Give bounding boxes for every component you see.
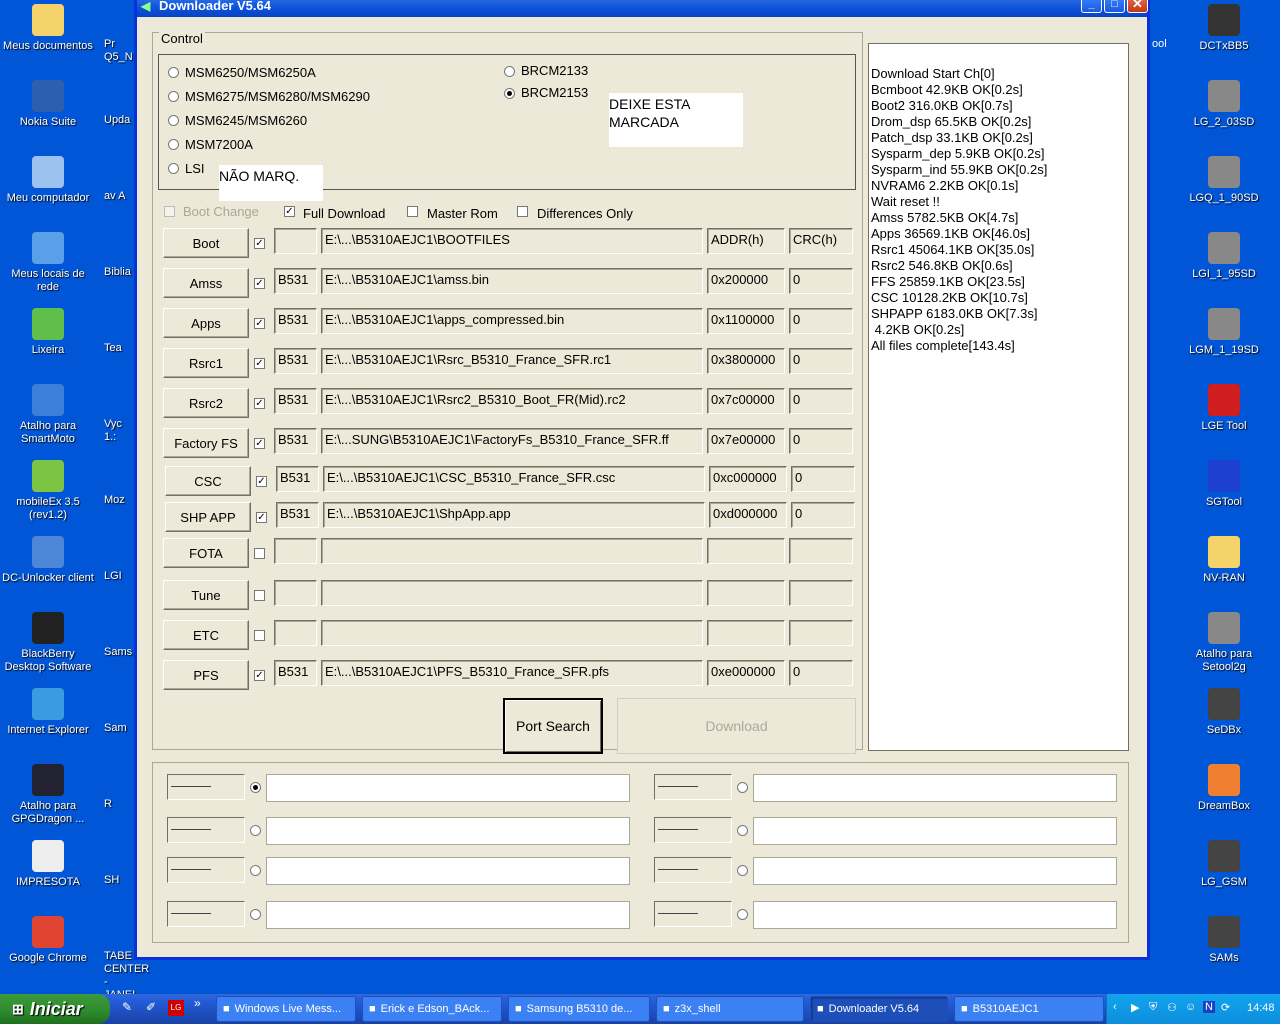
desktop-label-partial: Sams	[104, 646, 133, 658]
row-enable-checkbox[interactable]	[254, 630, 265, 641]
desktop-shortcut[interactable]	[0, 4, 96, 53]
dctxbb5-icon	[1208, 4, 1240, 36]
window-title: Downloader V5.64	[159, 0, 271, 13]
row-version-field	[274, 620, 317, 646]
note-keep-selected	[609, 93, 743, 147]
full-download-label: Full Download	[303, 206, 386, 221]
desktop-shortcut-label: Atalho para Setool2g	[1195, 648, 1253, 673]
row-shp-app-button[interactable]: SHP APP	[165, 502, 251, 532]
downloader-icon: ■	[817, 1003, 824, 1015]
row-addr-field	[707, 620, 785, 646]
log-line: SHPAPP 6183.0KB OK[7.3s]	[871, 306, 1038, 321]
row-path-field[interactable]: E:\...\B5310AEJC1\ShpApp.app	[323, 502, 705, 528]
desktop-label-partial: SH	[104, 874, 120, 886]
chipset-radio[interactable]	[168, 91, 179, 102]
taskbar-item[interactable]	[216, 996, 356, 1022]
row-version-field	[274, 228, 317, 254]
desktop-label-partial: Pr Q5_N	[104, 38, 133, 63]
row-enable-checkbox[interactable]: ✓	[255, 278, 264, 289]
row-boot-button[interactable]: Boot	[163, 228, 249, 258]
desktop-label-partial: LGI	[104, 570, 122, 582]
desktop-shortcut-label: LGQ_1_90SD	[1189, 192, 1259, 204]
port-status-box	[654, 857, 732, 883]
desktop-shortcut[interactable]	[1176, 156, 1272, 205]
port-search-button[interactable]: Port Search	[503, 698, 603, 754]
port-status-box	[167, 774, 245, 800]
desktop-shortcut-label: LGE Tool	[1201, 420, 1247, 432]
row-crc-field: 0	[789, 388, 853, 414]
taskbar-item[interactable]	[810, 996, 948, 1022]
desktop-label-partial: TABE CENTER -	[104, 950, 150, 988]
row-crc-field: 0	[789, 308, 853, 334]
log-line: Sysparm_dep 5.9KB OK[0.2s]	[871, 146, 1045, 161]
log-line: Amss 5782.5KB OK[4.7s]	[871, 210, 1019, 225]
chipset-radio[interactable]	[168, 67, 179, 78]
row-addr-field: 0x7c00000	[707, 388, 785, 414]
boot-change-checkbox[interactable]	[164, 206, 175, 217]
desktop-shortcut-label: Meus locais de rede	[11, 268, 85, 293]
row-version-field: B531	[274, 308, 317, 334]
desktop-shortcut-label: DC-Unlocker client	[2, 572, 94, 584]
desktop-shortcut-label: DCTxBB5	[1199, 40, 1249, 52]
desktop-shortcut-label: NV-RAN	[1203, 572, 1245, 584]
taskbar-item[interactable]	[362, 996, 502, 1022]
row-enable-checkbox[interactable]: ✓	[255, 438, 264, 449]
port-progress-field	[753, 901, 1117, 929]
clock[interactable]: 14:48	[1247, 1002, 1275, 1014]
desktop-label-partial: Moz	[104, 494, 125, 506]
log-output	[868, 43, 1129, 751]
desktop-shortcut-label: SAMs	[1209, 952, 1239, 964]
chipset-label: MSM6245/MSM6260	[185, 113, 308, 128]
desktop-shortcut[interactable]	[0, 156, 96, 205]
dc-unlocker-icon	[32, 536, 64, 568]
start-button[interactable]	[0, 994, 110, 1024]
desktop-shortcut-label: IMPRESOTA	[16, 876, 80, 888]
row-crc-field: 0	[789, 268, 853, 294]
port-status-box	[654, 817, 732, 843]
log-line: FFS 25859.1KB OK[23.5s]	[871, 274, 1025, 289]
master-rom-checkbox[interactable]	[407, 206, 418, 217]
row-addr-field: 0xe000000	[707, 660, 785, 686]
full-download-checkbox[interactable]: ✓	[285, 206, 294, 217]
taskbar-item-label: Samsung B5310 de...	[526, 1003, 633, 1015]
desktop-label-partial: Biblia	[104, 266, 131, 278]
port-progress-field	[266, 774, 630, 802]
desktop-shortcut[interactable]	[0, 384, 96, 446]
row-crc-field	[789, 620, 853, 646]
desktop-shortcut[interactable]	[1176, 384, 1272, 433]
row-addr-field: 0xc000000	[709, 466, 787, 492]
desktop-shortcut-label: LG_GSM	[1201, 876, 1247, 888]
row-crc-field	[789, 538, 853, 564]
desktop-label-partial: av A	[104, 190, 126, 202]
desktop-shortcut[interactable]	[1176, 536, 1272, 585]
chipset-label: BRCM2153	[521, 85, 589, 100]
tray-play-icon[interactable]: ▶	[1131, 1002, 1140, 1014]
row-crc-field: 0	[789, 348, 853, 374]
row-version-field: B531	[276, 466, 319, 492]
port-progress-field	[753, 857, 1117, 885]
chipset-label: MSM6275/MSM6280/MSM6290	[185, 89, 370, 104]
desktop-shortcut-label: Atalho para GPGDragon ...	[11, 800, 85, 825]
port-progress-field	[266, 817, 630, 845]
note-dont-select: NÃO MARQ.	[219, 165, 323, 201]
port-radio[interactable]	[250, 909, 261, 920]
quick-launch-edit-icon[interactable]: ✐	[146, 1000, 157, 1014]
port-status-box	[167, 901, 245, 927]
row-enable-checkbox[interactable]: ✓	[257, 512, 266, 523]
mobileex-icon	[32, 460, 64, 492]
row-addr-field: ADDR(h)	[707, 228, 785, 254]
blackberry-icon	[32, 612, 64, 644]
chipset-radio[interactable]	[168, 139, 179, 150]
row-path-field[interactable]: E:\...\B5310AEJC1\Rsrc2_B5310_Boot_FR(Mid).rc2	[321, 388, 703, 414]
desktop-shortcut[interactable]	[0, 536, 96, 585]
sedbx-icon	[1208, 688, 1240, 720]
desktop-shortcut[interactable]	[0, 232, 96, 294]
folder-icon: ■	[961, 1003, 968, 1015]
system-tray	[1106, 994, 1280, 1024]
folder-documents-icon	[32, 4, 64, 36]
log-line: Wait reset !!	[871, 194, 940, 209]
desktop-shortcut[interactable]	[0, 612, 96, 674]
desktop-shortcut[interactable]	[1176, 80, 1272, 129]
chipset-radio[interactable]	[504, 66, 515, 77]
chipset-label: MSM7200A	[185, 137, 253, 152]
lg-gsm-icon	[1208, 840, 1240, 872]
log-line: Apps 36569.1KB OK[46.0s]	[871, 226, 1030, 241]
row-pfs-button[interactable]: PFS	[163, 660, 249, 690]
desktop-shortcut-label: Meu computador	[6, 192, 90, 204]
desktop-shortcut-label: Lixeira	[31, 344, 65, 356]
port-status-panel	[152, 762, 1129, 943]
quick-launch-pen-icon[interactable]: ✎	[122, 1000, 133, 1014]
downloader-window	[134, 0, 1150, 960]
desktop-shortcut-label: SGTool	[1205, 496, 1243, 508]
log-line: CSC 10128.2KB OK[10.7s]	[871, 290, 1028, 305]
row-amss-button[interactable]: Amss	[163, 268, 249, 298]
row-addr-field: 0x1100000	[707, 308, 785, 334]
tray-shield-icon[interactable]: ⛨	[1149, 1001, 1158, 1013]
lg-tool-icon	[1208, 156, 1240, 188]
gpgdragon-icon	[32, 764, 64, 796]
row-apps-button[interactable]: Apps	[163, 308, 249, 338]
log-line: Boot2 316.0KB OK[0.7s]	[871, 98, 1013, 113]
row-crc-field: 0	[789, 428, 853, 454]
row-path-field[interactable]: E:\...\B5310AEJC1\BOOTFILES	[321, 228, 703, 254]
desktop-shortcut[interactable]	[1176, 916, 1272, 965]
setool-icon	[1208, 612, 1240, 644]
desktop-label-partial: Tea	[104, 342, 122, 354]
port-radio[interactable]	[737, 782, 748, 793]
desktop-shortcut[interactable]	[1176, 840, 1272, 889]
port-radio[interactable]	[250, 782, 261, 793]
differences-only-checkbox[interactable]	[517, 206, 528, 217]
desktop-label-partial: Sam	[104, 722, 127, 734]
desktop-shortcut-label: Atalho para SmartMoto	[19, 420, 77, 445]
row-factory-fs-button[interactable]: Factory FS	[163, 428, 249, 458]
row-path-field[interactable]: E:\...SUNG\B5310AEJC1\FactoryFs_B5310_France_SFR.ff	[321, 428, 703, 454]
chipset-label: LSI	[185, 161, 205, 176]
row-addr-field: 0xd000000	[709, 502, 787, 528]
desktop-shortcut-label: Internet Explorer	[7, 724, 89, 736]
desktop-shortcut[interactable]	[1176, 232, 1272, 281]
taskbar-item-label: Downloader V5.64	[828, 1003, 920, 1015]
tray-update-icon[interactable]: ⟳	[1221, 1002, 1231, 1014]
sams-icon	[1208, 916, 1240, 948]
row-path-field[interactable]	[321, 580, 703, 606]
close-button[interactable]: ✕	[1127, 0, 1148, 13]
row-version-field: B531	[274, 660, 317, 686]
row-version-field	[274, 580, 317, 606]
desktop-shortcut-label: LGM_1_19SD	[1189, 344, 1259, 356]
row-enable-checkbox[interactable]: ✓	[255, 398, 264, 409]
app-arrow-icon: ◀	[141, 0, 151, 13]
desktop-shortcut[interactable]	[1176, 612, 1272, 674]
row-enable-checkbox[interactable]: ✓	[255, 238, 264, 249]
quick-launch-lg-icon[interactable]: LG	[168, 1000, 184, 1016]
row-addr-field	[707, 580, 785, 606]
control-legend: Control	[161, 31, 203, 46]
taskbar-item-label: B5310AEJC1	[972, 1003, 1039, 1015]
desktop-shortcut-label: Google Chrome	[9, 952, 87, 964]
log-line: All files complete[143.4s]	[871, 338, 1015, 353]
row-path-field[interactable]	[321, 538, 703, 564]
row-crc-field: CRC(h)	[789, 228, 853, 254]
desktop-shortcut[interactable]	[0, 764, 96, 826]
port-radio[interactable]	[250, 825, 261, 836]
taskbar-item[interactable]	[508, 996, 650, 1022]
chrome-icon	[32, 916, 64, 948]
taskbar-item-label: Windows Live Mess...	[234, 1003, 342, 1015]
desktop-shortcut[interactable]	[1176, 308, 1272, 357]
row-addr-field: 0x3800000	[707, 348, 785, 374]
chipset-selector	[158, 54, 856, 190]
desktop-shortcut[interactable]	[0, 688, 96, 737]
row-path-field[interactable]: E:\...\B5310AEJC1\apps_compressed.bin	[321, 308, 703, 334]
chipset-label: BRCM2133	[521, 63, 589, 78]
z3x-icon: ■	[663, 1003, 670, 1015]
row-enable-checkbox[interactable]: ✓	[257, 476, 266, 487]
log-line: Sysparm_ind 55.9KB OK[0.2s]	[871, 162, 1048, 177]
minimize-button[interactable]: _	[1081, 0, 1102, 13]
port-progress-field	[266, 901, 630, 929]
log-line: 4.2KB OK[0.2s]	[871, 322, 965, 337]
port-radio[interactable]	[737, 909, 748, 920]
log-line: Drom_dsp 65.5KB OK[0.2s]	[871, 114, 1032, 129]
row-path-field[interactable]: E:\...\B5310AEJC1\CSC_B5310_France_SFR.csc	[323, 466, 705, 492]
folder-icon: ■	[369, 1003, 376, 1015]
dreambox-icon	[1208, 764, 1240, 796]
row-version-field: B531	[274, 388, 317, 414]
taskbar-item[interactable]	[656, 996, 804, 1022]
port-status-box	[654, 774, 732, 800]
port-radio[interactable]	[737, 825, 748, 836]
maximize-button[interactable]: □	[1104, 0, 1125, 13]
row-path-field[interactable]	[321, 620, 703, 646]
row-enable-checkbox[interactable]: ✓	[255, 358, 264, 369]
desktop-shortcut[interactable]	[1176, 764, 1272, 813]
lg-tool-icon	[1208, 308, 1240, 340]
computer-icon	[32, 156, 64, 188]
lg-tool-icon	[1208, 80, 1240, 112]
boot-change-label: Boot Change	[183, 204, 259, 219]
desktop-shortcut[interactable]	[1176, 460, 1272, 509]
row-etc-button[interactable]: ETC	[163, 620, 249, 650]
desktop-shortcut-label: LG_2_03SD	[1193, 116, 1255, 128]
desktop-shortcut-label: LGI_1_95SD	[1192, 268, 1256, 280]
nokia-suite-icon	[32, 80, 64, 112]
desktop-label-partial: Vyc 1.:	[104, 418, 122, 443]
folder-icon	[1208, 536, 1240, 568]
row-version-field: B531	[276, 502, 319, 528]
title-bar[interactable]	[137, 0, 1147, 17]
row-enable-checkbox[interactable]	[254, 590, 265, 601]
row-path-field[interactable]: E:\...\B5310AEJC1\Rsrc_B5310_France_SFR.rc1	[321, 348, 703, 374]
chrome-icon: ■	[515, 1003, 522, 1015]
row-addr-field	[707, 538, 785, 564]
document-icon	[32, 840, 64, 872]
messenger-icon: ■	[223, 1003, 230, 1015]
log-line: Rsrc1 45064.1KB OK[35.0s]	[871, 242, 1035, 257]
master-rom-label: Master Rom	[427, 206, 498, 221]
log-line: Patch_dsp 33.1KB OK[0.2s]	[871, 130, 1033, 145]
network-icon	[32, 232, 64, 264]
desktop-label-partial: Upda	[104, 114, 131, 126]
tray-arrow-icon[interactable]: ‹	[1113, 1001, 1117, 1013]
log-line: NVRAM6 2.2KB OK[0.1s]	[871, 178, 1019, 193]
row-tune-button[interactable]: Tune	[163, 580, 249, 610]
tray-n-icon[interactable]: N	[1205, 1001, 1213, 1013]
row-path-field[interactable]: E:\...\B5310AEJC1\PFS_B5310_France_SFR.pfs	[321, 660, 703, 686]
lg-tool-icon	[1208, 232, 1240, 264]
chipset-radio[interactable]	[168, 115, 179, 126]
row-version-field	[274, 538, 317, 564]
row-rsrc2-button[interactable]: Rsrc2	[163, 388, 249, 418]
quick-launch-expand-icon[interactable]: »	[194, 996, 201, 1010]
download-button[interactable]: Download	[617, 698, 856, 754]
desktop-shortcut-label: SeDBx	[1206, 724, 1242, 736]
desktop-shortcut[interactable]	[1176, 688, 1272, 737]
row-path-field[interactable]: E:\...\B5310AEJC1\amss.bin	[321, 268, 703, 294]
sgtool-icon	[1208, 460, 1240, 492]
row-enable-checkbox[interactable]	[254, 548, 265, 559]
taskbar-item[interactable]	[954, 996, 1104, 1022]
port-status-box	[654, 901, 732, 927]
row-crc-field: 0	[791, 466, 855, 492]
row-version-field: B531	[274, 348, 317, 374]
desktop-shortcut[interactable]	[0, 916, 96, 965]
port-progress-field	[753, 774, 1117, 802]
row-rsrc1-button[interactable]: Rsrc1	[163, 348, 249, 378]
differences-only-label: Differences Only	[537, 206, 633, 221]
smartmoto-icon	[32, 384, 64, 416]
port-radio[interactable]	[737, 865, 748, 876]
lge-tool-icon	[1208, 384, 1240, 416]
port-status-box	[167, 857, 245, 883]
port-radio[interactable]	[250, 865, 261, 876]
tray-messenger-icon[interactable]: ☺	[1185, 1001, 1197, 1013]
internet-explorer-icon	[32, 688, 64, 720]
desktop-shortcut-label: Meus documentos	[3, 40, 93, 52]
row-crc-field: 0	[789, 660, 853, 686]
desktop-shortcut-label: mobileEx 3.5 (rev1.2)	[16, 496, 80, 521]
log-line: Download Start Ch[0]	[871, 66, 995, 81]
taskbar	[0, 994, 1280, 1024]
row-enable-checkbox[interactable]: ✓	[255, 318, 264, 329]
row-fota-button[interactable]: FOTA	[163, 538, 249, 568]
desktop-fragment-label: ool	[1152, 38, 1167, 50]
window-client	[137, 17, 1147, 957]
log-line: Rsrc2 546.8KB OK[0.6s]	[871, 258, 1013, 273]
row-version-field: B531	[274, 428, 317, 454]
chipset-radio[interactable]	[168, 163, 179, 174]
desktop-shortcut-label: Nokia Suite	[19, 116, 77, 128]
windows-logo-icon: ⊞	[12, 1000, 24, 1017]
desktop-shortcut[interactable]	[0, 308, 96, 357]
tray-network-icon[interactable]: ⚇	[1167, 1002, 1177, 1014]
desktop-shortcut-label: DreamBox	[1198, 800, 1250, 812]
taskbar-item-label: z3x_shell	[674, 1003, 721, 1015]
log-line: Bcmboot 42.9KB OK[0.2s]	[871, 82, 1023, 97]
row-version-field: B531	[274, 268, 317, 294]
start-label: Iniciar	[29, 998, 83, 1019]
chipset-radio[interactable]	[504, 88, 515, 99]
desktop-shortcut-label: BlackBerry Desktop Software	[4, 648, 92, 673]
desktop-shortcut[interactable]	[0, 460, 96, 522]
desktop-shortcut[interactable]	[1176, 4, 1272, 53]
port-progress-field	[753, 817, 1117, 845]
taskbar-item-label: Erick e Edson_BAck...	[380, 1003, 490, 1015]
row-addr-field: 0x200000	[707, 268, 785, 294]
row-addr-field: 0x7e00000	[707, 428, 785, 454]
desktop-label-partial: R	[104, 798, 112, 810]
row-crc-field	[789, 580, 853, 606]
row-csc-button[interactable]: CSC	[165, 466, 251, 496]
note-keep-text: DEIXE ESTA MARCADA	[609, 96, 690, 130]
row-crc-field: 0	[791, 502, 855, 528]
port-progress-field	[266, 857, 630, 885]
desktop-shortcut[interactable]	[0, 840, 96, 889]
chipset-label: MSM6250/MSM6250A	[185, 65, 316, 80]
port-status-box	[167, 817, 245, 843]
desktop-shortcut[interactable]	[0, 80, 96, 129]
recycle-bin-icon	[32, 308, 64, 340]
row-enable-checkbox[interactable]: ✓	[255, 670, 264, 681]
